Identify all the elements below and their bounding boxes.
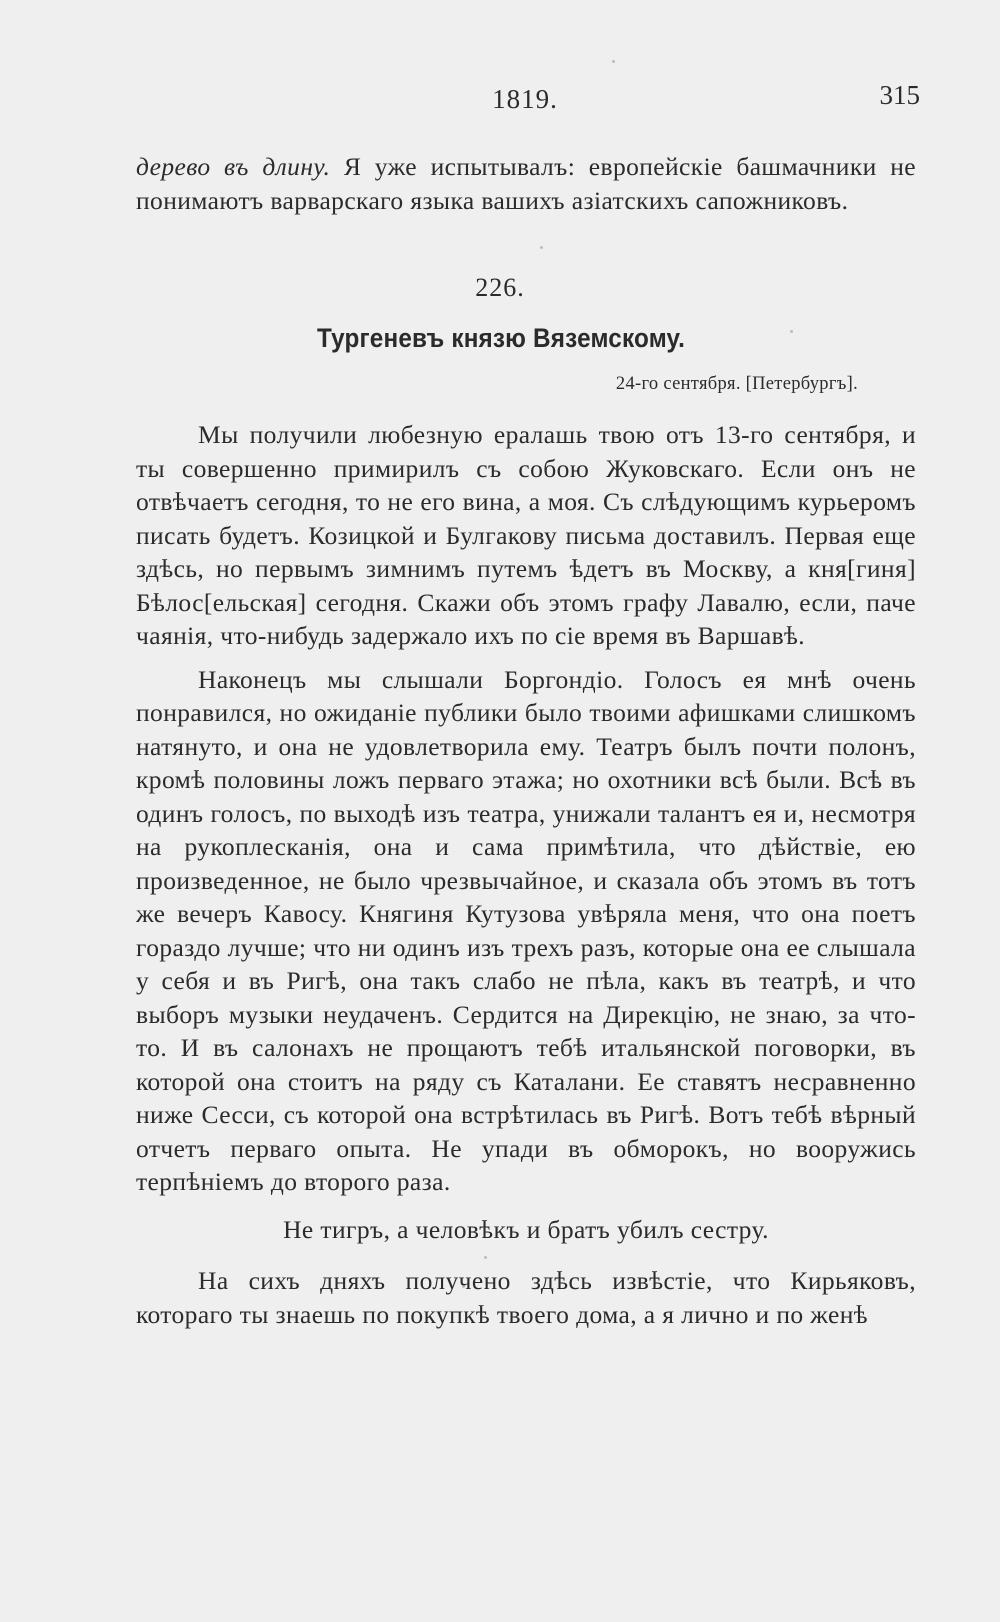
scan-speck [612,60,615,63]
header-year: 1819. [492,84,558,114]
italic-phrase: дерево въ длину. [136,152,331,181]
body-paragraph: Мы получили любезную ералашь твою отъ 13-го сентября, и ты совершенно примирилъ съ собою Жуковскаго. Если онъ не отвѣчаетъ сегодня, то не его вина, а моя. Съ слѣдующимъ курьеромъ писать будетъ. Козицкой и Булгакову письма доставилъ. Первая еще здѣсь, но первымъ зимнимъ путемъ ѣдетъ въ Москву, а кня[гиня] Бѣлос[ельская] сегодня. Скажи объ этомъ графу Лавалю, если, паче чаянія, что-нибудь задержало ихъ по сіе время въ Варшавѣ. [136,420,916,650]
letter-body [136,418,916,1341]
letter-number: 226. [475,273,525,302]
running-header [130,80,920,124]
page-number: 315 [879,80,920,110]
letter-title: Тургеневъ князю Вяземскому. [316,323,686,353]
body-paragraph: Наконецъ мы слышали Боргондіо. Голосъ ея мнѣ очень понравился, но ожиданіе публики было твоими афишками слишкомъ натянуто, и она не удовлетворила ему. Театръ былъ почти полонъ, кромѣ половины ложъ перваго этажа; но охотники всѣ были. Всѣ въ одинъ голосъ, по выходѣ изъ театра, унижали талантъ ея и, несмотря на рукоплесканія, она и сама примѣтила, что дѣйствіе, ею произведенное, не было чрезвычайное, и сказала объ этомъ въ тотъ же вечеръ Кавосу. Княгиня Кутузова увѣряла меня, что она поетъ гораздо лучше; что ни одинъ изъ трехъ разъ, которые она ее слышала у себя и въ Ригѣ, она такъ слабо не пѣла, какъ въ театрѣ, и что выборъ музыки неудаченъ. Сердится на Дирекцію, не знаю, за что-то. И въ салонахъ не прощаютъ тебѣ итальянской поговорки, въ которой она стоитъ на ряду съ Каталани. Ее ставятъ несравненно ниже Сесси, съ которой она встрѣтилась въ Ригѣ. Вотъ тебѣ вѣрный отчетъ перваго опыта. Не упади въ обморокъ, но вооружись терпѣніемъ до второго раза. [136,664,916,1196]
scan-speck [540,246,543,249]
continued-paragraph [136,150,916,217]
continued-paragraph-text [136,150,916,217]
continued-text: Я уже испытывалъ: европейскіе башмачники не понимаютъ варварскаго языка вашихъ азіатскихъ сапожниковъ. [136,152,916,215]
verse-line: Не тигръ, а человѣкъ и братъ убилъ сестру. [283,1214,769,1244]
body-paragraph-final: На сихъ дняхъ получено здѣсь извѣстіе, что Кирьяковъ, котораго ты знаешь по покупкѣ твоего дома, а я лично и по женѣ [136,1266,916,1329]
letter-date: 24-го сентября. [Петербургъ]. [615,374,858,394]
